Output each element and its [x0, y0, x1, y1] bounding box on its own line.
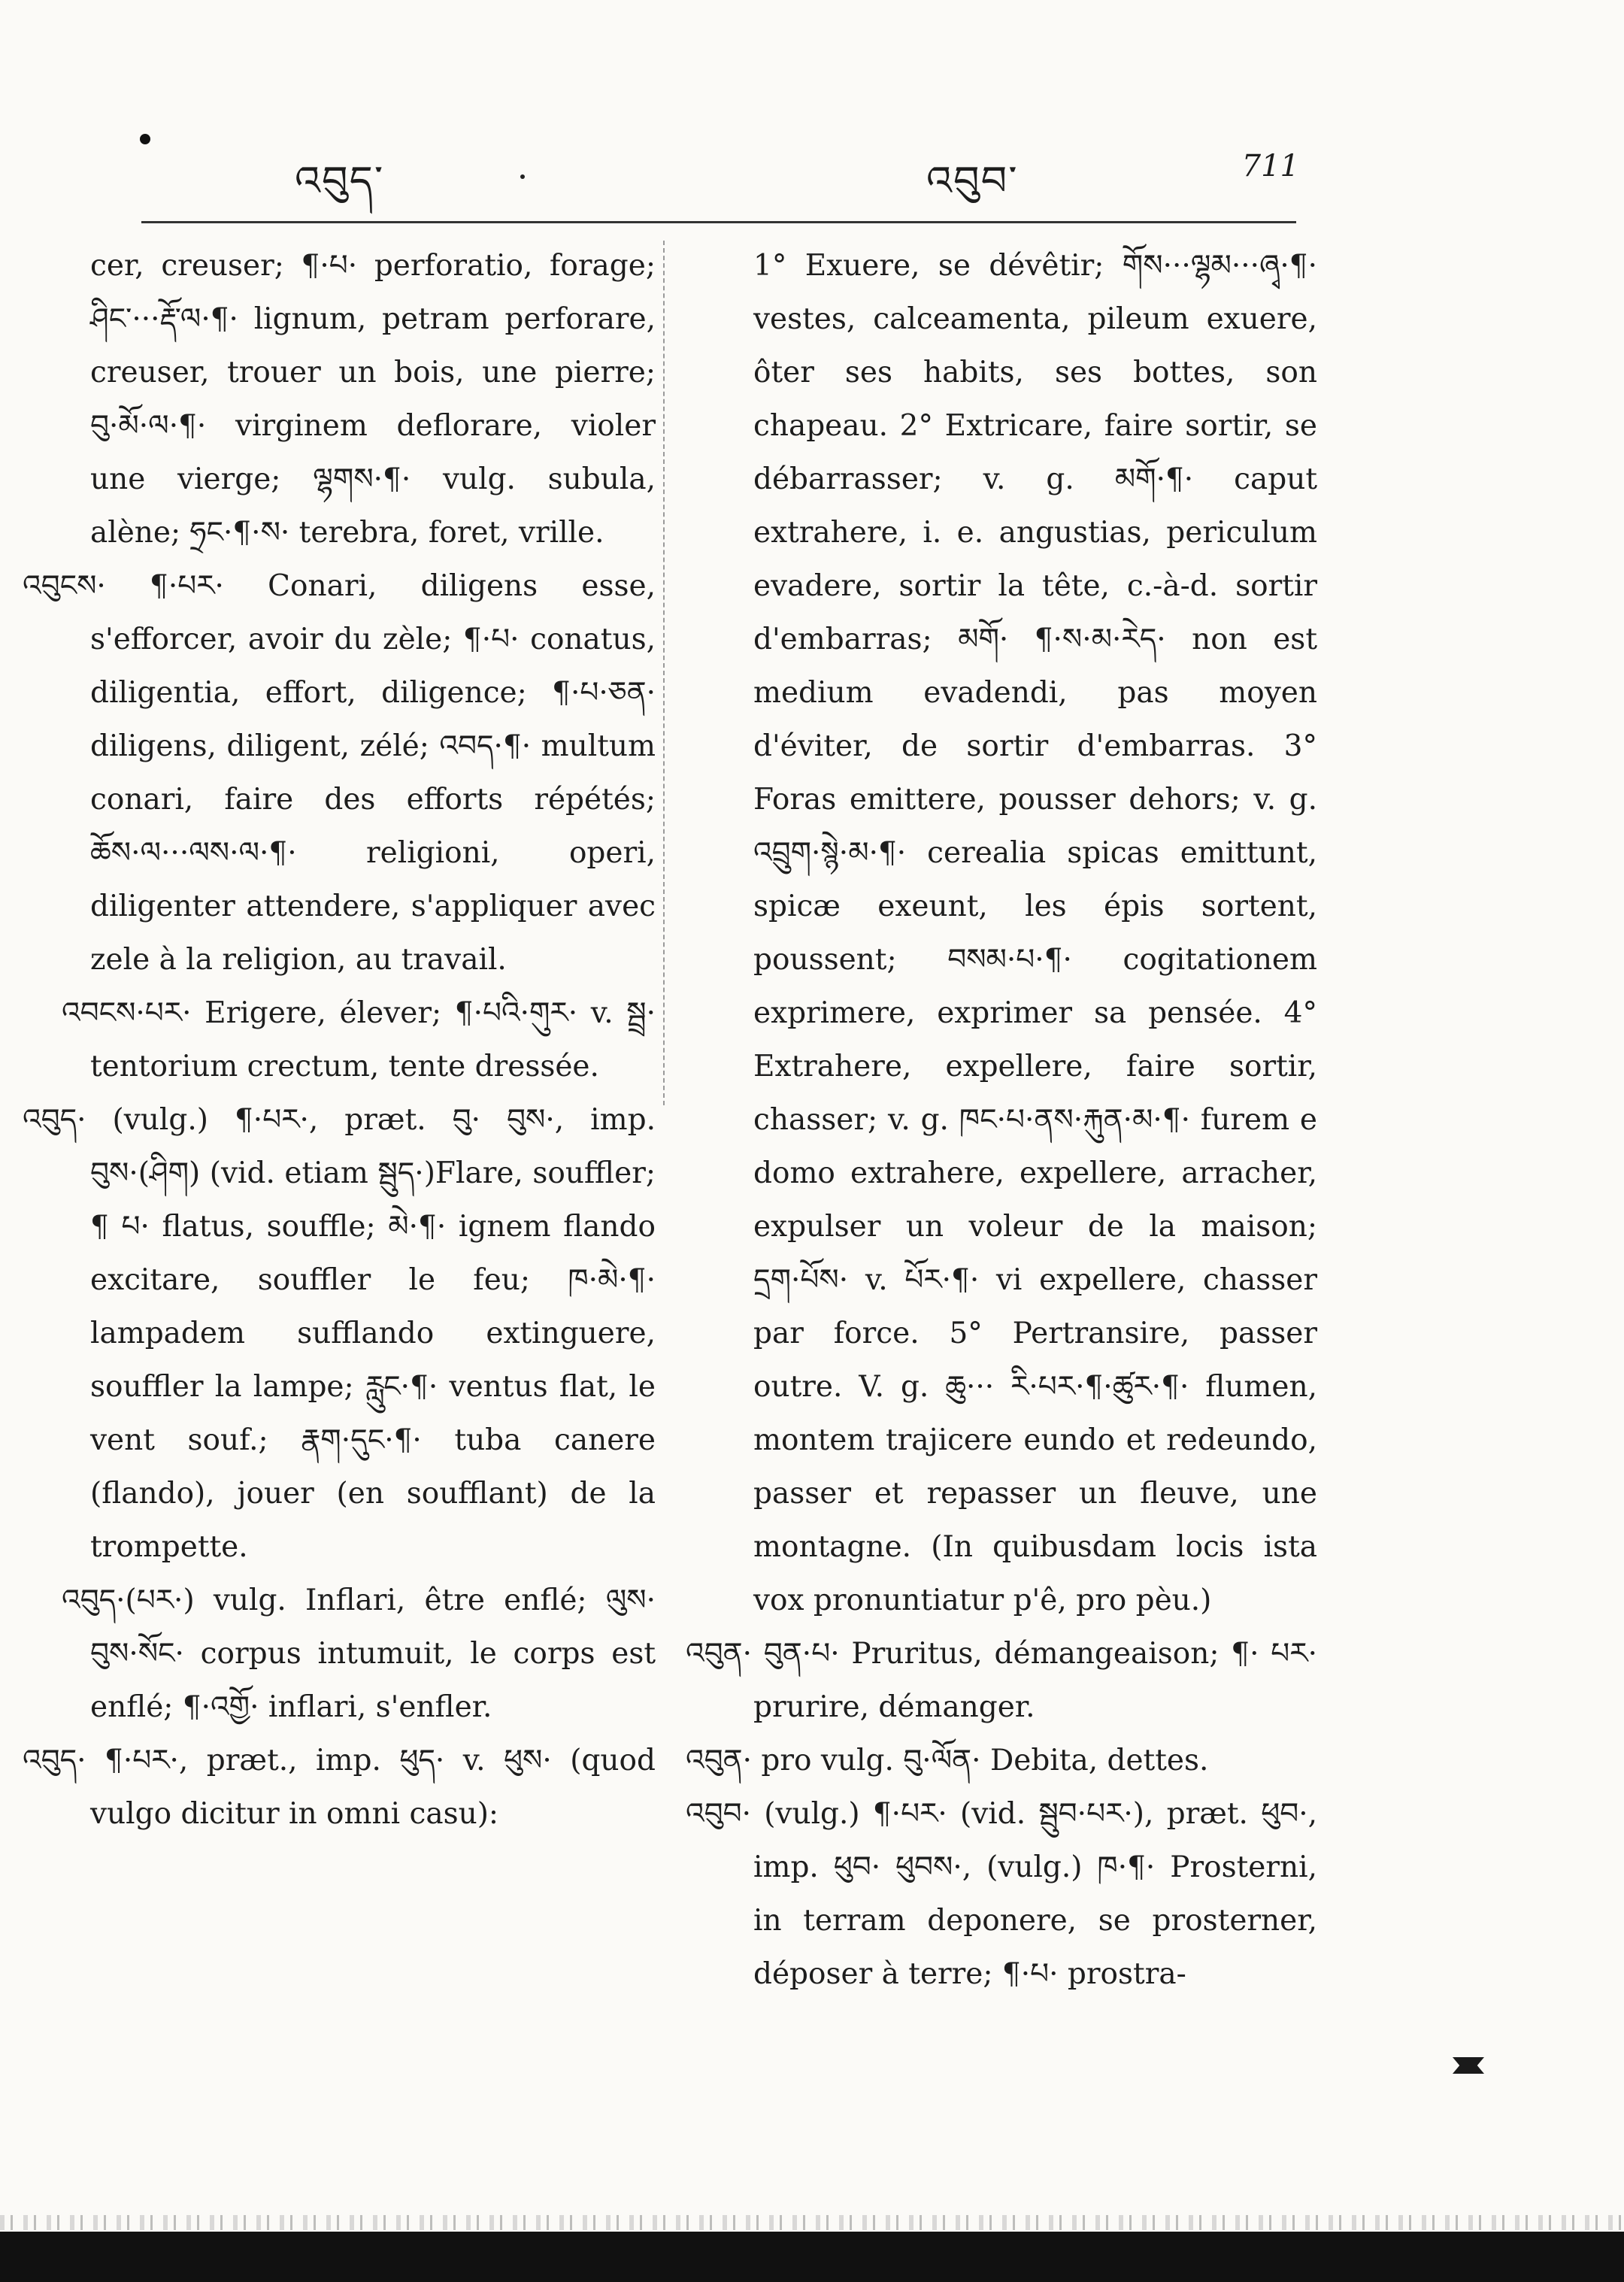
dictionary-subentry: འབུད·(པར·) vulg. Inflari, être enflé; ལུས· བུས·སོང· corpus intumuit, le corps est enflé; ¶·འགྱོ· inflari, s'enfler.: [62, 1583, 656, 1724]
ink-dot: [140, 134, 150, 144]
left-column: [23, 239, 656, 1841]
header-rule: [141, 221, 1296, 223]
dictionary-entry: cer, creuser; ¶·པ· perforatio, forage; ཤིང་···རྡོ་ལ·¶· lignum, petram perforare, creuser, trouer un bois, une pierre; བུ·མོ·ལ·¶· virginem deflorare, violer une vierge; ལྷགས·¶· vulg. subula, alène; ཧྲང·¶·ས· terebra, foret, vrille.: [90, 249, 656, 550]
page-number: 711: [1241, 149, 1299, 183]
scan-edge-band: [0, 2232, 1624, 2282]
dictionary-entry: འབུངས· ¶·པར· Conari, diligens esse, s'efforcer, avoir du zèle; ¶·པ· conatus, diligentia, effort, diligence; ¶·པ·ཅན· diligens, diligent, zélé; འབད·¶· multum conari, faire des efforts répétés; ཆོས·ལ···ལས·ལ·¶· religioni, operi, diligenter attendere, s'appliquer avec zele à la religion, au travail.: [23, 569, 656, 977]
dictionary-entry: འབུན· pro vulg. བུ·ལོན· Debita, dettes.: [686, 1744, 1209, 1777]
running-head-right: འབུབ་: [926, 157, 1019, 205]
dictionary-senses: 1° Exuere, se dévêtir; གོས···ལྷམ···ཞྭ·¶· vestes, calceamenta, pileum exuere, ôter ses habits, ses bottes, son chapeau. 2° Extricare, faire sortir, se débarrasser; v. g. མགོ·¶· caput extrahere, i. e. angustias, periculum evadere, sortir la tête, c.-à-d. sortir d'embarras; མགོ· ¶·ས·མ·རེད· non est medium evadendi, pas moyen d'éviter, de sortir d'embarras. 3° Foras emittere, pousser dehors; v. g. འབྲུག·སྙེ·མ·¶· cerealia spicas emittunt, spicæ exeunt, les épis sortent, poussent; བསམ·པ·¶· cogitationem exprimere, exprimer sa pensée. 4° Extrahere, expellere, faire sortir, chasser; v. g. ཁང·པ·ནས·རྐུན·མ·¶· furem e domo extrahere, expellere, arracher, expulser un voleur de la maison; དྲག·པོས· v. པོར·¶· vi expellere, chasser par force. 5° Pertransire, passer outre. V. g. ཆུ··· རི·པར·¶·ཚུར·¶· flumen, montem trajicere eundo et redeundo, passer et repasser un fleuve, une montagne. (In quibusdam locis ista vox pronuntiatur p'ê, pro pèu.): [753, 249, 1317, 1617]
scan-noise: [0, 2215, 1624, 2230]
dictionary-entry: འབུད· ¶·པར·, præt., imp. ཕུད· v. ཕུས· (quod vulgo dicitur in omni casu):: [23, 1744, 656, 1831]
dictionary-entry: འབུབ· (vulg.) ¶·པར· (vid. སྦུབ·པར·), præt. ཕུབ·, imp. ཕུབ· ཕུབས·, (vulg.) ཁ·¶· Prosterni, in terram deponere, se prosterner, déposer à terre; ¶·པ· prostra-: [686, 1797, 1317, 1991]
ink-speck: [520, 174, 525, 179]
dictionary-subentry: འབངས·པར· Erigere, élever; ¶·པའི·གུར· v. སྦྲ· tentorium crectum, tente dressée.: [62, 996, 656, 1083]
column-divider: [663, 241, 665, 1105]
dictionary-entry: འབུན· བུན·པ· Pruritus, démangeaison; ¶· པར· prurire, démanger.: [686, 1637, 1317, 1724]
printer-mark: [1453, 2057, 1484, 2074]
right-column: [686, 239, 1317, 2001]
running-head-left: འབུད་: [295, 157, 385, 205]
dictionary-entry: འབུད· (vulg.) ¶·པར·, præt. བུ· བུས·, imp. བུས·(ཤིག) (vid. etiam སྦུད·)Flare, souffler; ¶ པ· flatus, souffle; མེ·¶· ignem flando excitare, souffler le feu; ཁ·མེ·¶· lampadem sufflando extinguere, souffler la lampe; རླུང·¶· ventus flat, le vent souf.; རྣག·དུང·¶· tuba canere (flando), jouer (en soufflant) de la trompette.: [23, 1103, 656, 1564]
